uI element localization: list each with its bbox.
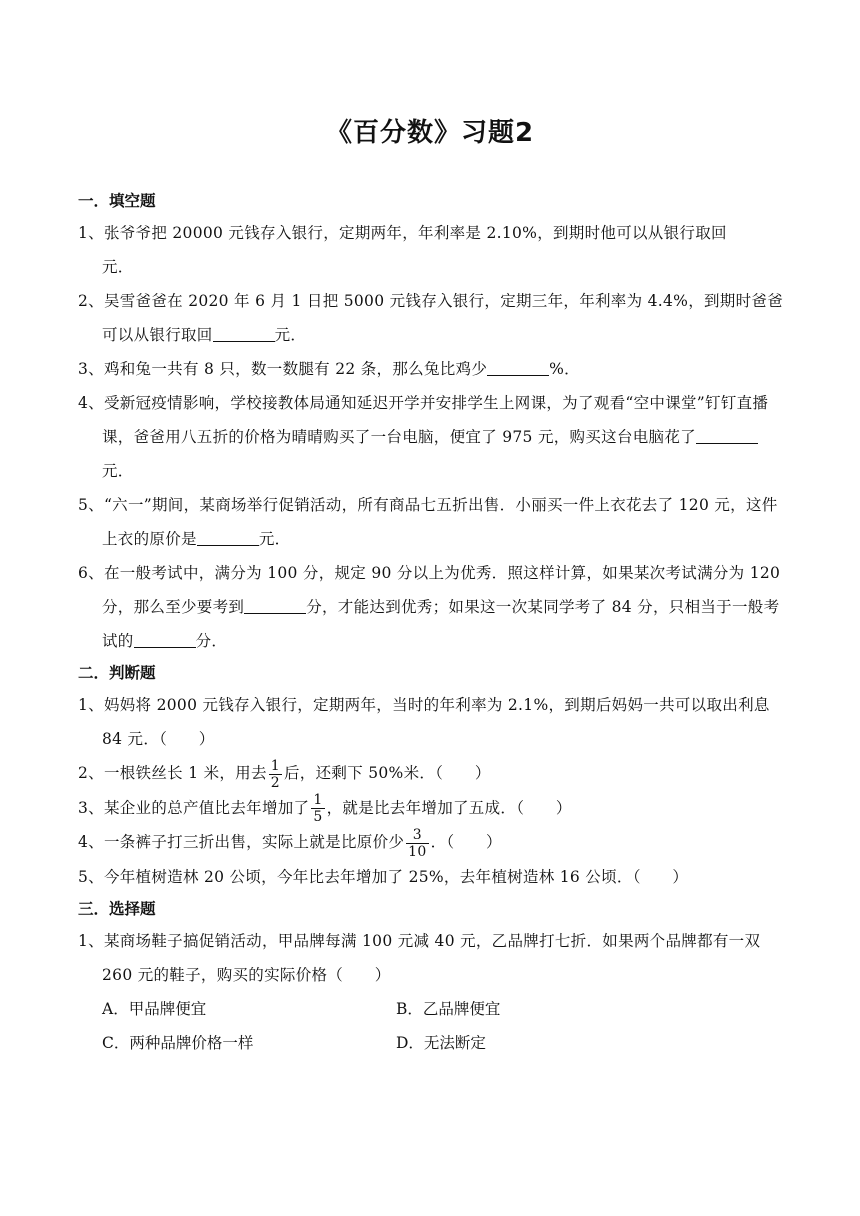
option-c: C．两种品牌价格一样	[102, 1033, 254, 1052]
question-text: ，就是比去年增加了五成．（ ）	[326, 798, 572, 817]
answer-blank	[197, 525, 259, 546]
fraction-denominator: 10	[408, 843, 427, 860]
option-d: D．无法断定	[396, 1033, 486, 1052]
question-text: 5、“六一”期间，某商场举行促销活动，所有商品七五折出售．小丽买一件上衣花去了 120 元，这件上衣的原价是	[78, 496, 778, 548]
question-text: 6、在一般考试中，满分为 100 分，规定 90 分以上为优秀．照这样计算，如果某次考试满分为 120 分，那么至少要考到	[78, 564, 781, 616]
question-choice-1: 1、某商场鞋子搞促销活动，甲品牌每满 100 元减 40 元，乙品牌打七折．如果两个品牌都有一双 260 元的鞋子，购买的实际价格（ ）	[78, 931, 761, 984]
page-title: 《百分数》习题2	[325, 118, 535, 148]
section-heading-multiple-choice: 三．选择题	[78, 899, 156, 918]
question-text: ．（ ）	[430, 833, 502, 851]
question-judge-2	[78, 756, 788, 791]
question-text: 2、吴雪爸爸在 2020 年 6 月 1 日把 5000 元钱存入银行，定期三年，年利率为 4.4%，到期时爸爸可以从银行取回	[78, 292, 784, 344]
section-heading-true-false: 二．判断题	[78, 664, 156, 682]
option-b: B．乙品牌便宜	[396, 999, 501, 1018]
question-fill-3	[78, 352, 788, 386]
question-fill-1	[78, 216, 788, 284]
question-text: 4、一条裤子打三折出售，实际上就是比原价少	[78, 833, 405, 851]
answer-blank	[213, 321, 275, 342]
question-text: 4、受新冠疫情影响，学校接教体局通知延迟开学并安排学生上网课，为了观看“空中课堂”钉钉直播课，爸爸用八五折的价格为晴晴购买了一台电脑，便宜了 975 元，购买这台电脑花了	[78, 394, 769, 446]
fraction	[311, 792, 324, 825]
question-judge-1: 1、妈妈将 2000 元钱存入银行，定期两年，当时的年利率为 2.1%，到期后妈妈一共可以取出利息 84 元．（ ）	[78, 696, 770, 748]
fraction-numerator: 1	[270, 757, 280, 774]
question-judge-4	[78, 825, 788, 860]
question-judge-5: 5、今年植树造林 20 公顷，今年比去年增加了 25%，去年植树造林 16 公顷．（ ）	[78, 867, 689, 886]
question-text: 元．	[274, 326, 307, 344]
options-row	[78, 1026, 788, 1060]
fraction	[269, 758, 282, 791]
question-judge-3	[78, 791, 788, 826]
question-text: 元．	[102, 258, 134, 276]
question-fill-4	[78, 386, 788, 488]
question-text: 元．	[258, 530, 291, 548]
fraction-numerator: 1	[313, 792, 323, 808]
question-text: 2、一根铁丝长 1 米，用去	[78, 764, 267, 782]
question-fill-5	[78, 488, 788, 556]
document-body	[78, 186, 788, 1060]
question-text: 元．	[102, 462, 134, 480]
answer-blank	[244, 593, 306, 614]
fraction	[406, 827, 428, 860]
fraction-numerator: 3	[406, 827, 428, 844]
question-text: 3、鸡和兔一共有 8 只，数一数腿有 22 条，那么兔比鸡少	[78, 360, 488, 378]
question-text: 分．	[195, 632, 228, 650]
fraction-denominator: 2	[270, 774, 280, 791]
question-fill-6	[78, 556, 788, 658]
options-row	[78, 992, 788, 1026]
question-text: 1、张爷爷把 20000 元钱存入银行，定期两年，年利率是 2.10%，到期时他可以从银行取回	[78, 224, 727, 242]
question-text: 分，才能达到优秀；如果这一次某同学考了 84 分，只相当于一般考试的	[102, 598, 780, 650]
question-text: 3、某企业的总产值比去年增加了	[78, 798, 310, 817]
question-text: 后，还剩下 50%米．（ ）	[284, 764, 491, 782]
section-heading-fill-blank: 一．填空题	[78, 192, 156, 210]
fraction-denominator: 5	[313, 809, 323, 825]
answer-blank	[696, 423, 758, 444]
question-text: %．	[549, 360, 580, 378]
answer-blank	[134, 627, 196, 648]
question-fill-2	[78, 284, 788, 352]
option-a: A．甲品牌便宜	[102, 999, 207, 1018]
answer-blank	[487, 355, 549, 376]
